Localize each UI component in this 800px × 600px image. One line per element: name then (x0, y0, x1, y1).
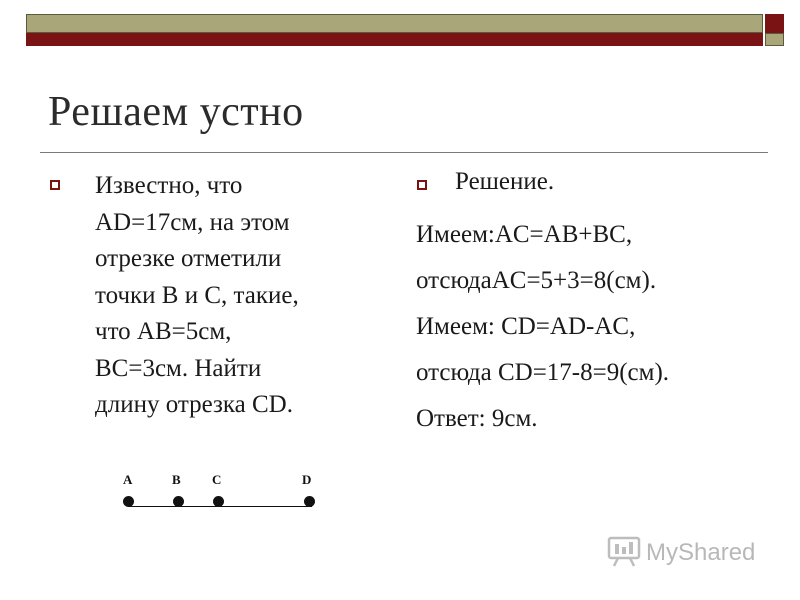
top-bar-square-maroon (765, 14, 784, 33)
slide-title: Решаем устно (48, 89, 304, 135)
top-bar-olive (26, 14, 763, 33)
watermark (606, 536, 755, 570)
problem-line: Известно, что (95, 172, 243, 199)
title-divider (40, 152, 768, 153)
problem-line: BC=3см. Найти (95, 354, 262, 382)
problem-line: AD=17см, на этом (95, 208, 290, 236)
problem-line: отрезке отметили (95, 245, 282, 272)
point-label-a: A (123, 472, 133, 487)
solution-line: отсюда CD=17-8=9(см). (416, 359, 670, 386)
problem-line: точки B и C, такие, (95, 281, 299, 309)
myshared-logo-icon (606, 534, 642, 573)
solution-line: Имеем:AC=AB+BC, (416, 221, 633, 248)
top-bar-maroon (26, 33, 763, 46)
point-dot-d (304, 496, 315, 507)
point-label-b: B (172, 472, 181, 487)
problem-line: что AB=5см, (95, 318, 232, 345)
top-bar-square-olive (765, 33, 784, 46)
problem-line: длину отрезка CD. (95, 391, 293, 418)
segment-diagram (118, 470, 328, 520)
solution-line: отсюдаAC=5+3=8(см). (416, 267, 657, 294)
point-label-d: D (302, 472, 312, 487)
point-label-c: C (212, 472, 222, 487)
bullet-square-icon (50, 180, 60, 190)
watermark-text: MyShared (646, 539, 756, 566)
point-dot-c (213, 496, 224, 507)
solution-heading: Решение. (455, 168, 555, 195)
bullet-square-icon (417, 180, 427, 190)
point-dot-a (123, 496, 134, 507)
problem-statement (95, 168, 385, 424)
solution-line: Ответ: 9см. (416, 405, 538, 432)
top-decoration-bar (26, 14, 784, 46)
solution-steps (416, 212, 669, 442)
point-dot-b (173, 496, 184, 507)
solution-line: Имеем: CD=AD-AC, (416, 313, 636, 340)
